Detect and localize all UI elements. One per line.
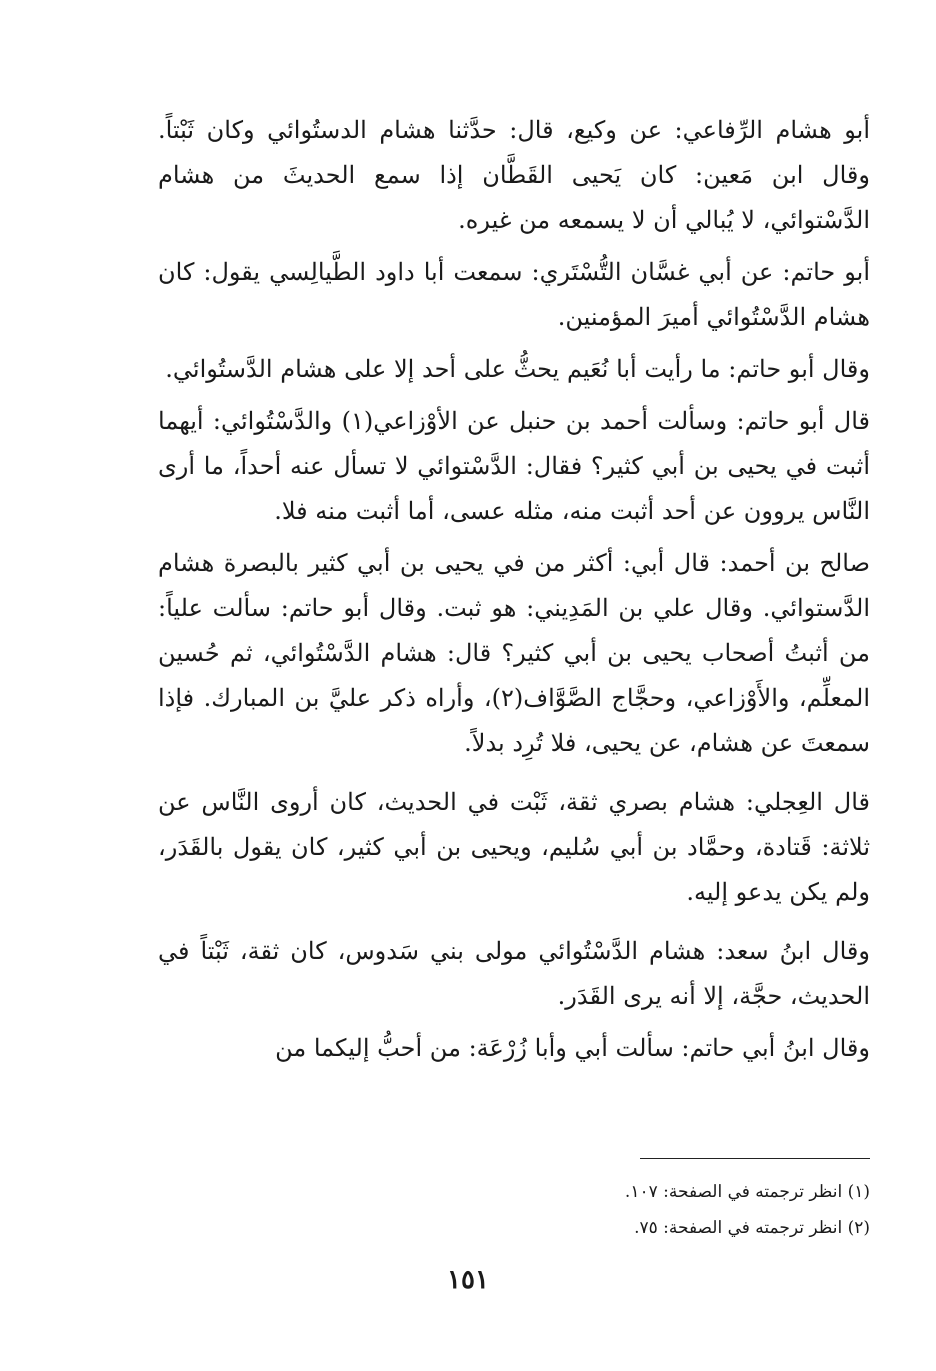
paragraph-ahmad-awzai: قال أبو حاتم: وسألت أحمد بن حنبل عن الأوْزاعي(١) والدَّسْتُوائي: أيهما أثبت في يحيى بن أبي كثير؟ فقال: الدَّسْتوائي لا تسأل عنه أحداً، ما أرى النَّاس يروون عن أحد أثبت منه، مثله عسى، أما أثبت منه فلا. [158, 407, 870, 525]
paragraph-ibn-abi-hatim: وقال ابنُ أبي حاتم: سألت أبي وأبا زُرْعَة: من أحبُّ إليكما من [275, 1034, 870, 1062]
footnote-1: (١) انظر ترجمته في الصفحة: ١٠٧. [624, 1182, 870, 1202]
paragraph-abu-nuaym: وقال أبو حاتم: ما رأيت أبا نُعَيم يحثُّ على أحد إلا على هشام الدَّستُوائي. [165, 355, 870, 383]
footnotes [350, 1174, 870, 1246]
paragraph-abu-hatim-tayalisi: أبو حاتم: عن أبي غسَّان التُّسْتَري: سمعت أبا داود الطَّيالِسي يقول: كان هشام الدَّسْتُوائي أميرَ المؤمنين. [158, 258, 870, 331]
paragraph-salih-ibn-ahmad: صالح بن أحمد: قال أبي: أكثر من في يحيى بن أبي كثير بالبصرة هشام الدَّستوائي. وقال علي بن المَدِيني: هو ثبت. وقال أبو حاتم: سألت علياً: من أثبتُ أصحاب يحيى بن أبي كثير؟ قال: هشام الدَّسْتُوائي، ثم حُسين المعلِّم، والأَوْزاعي، وحجَّاج الصَّوَّاف(٢)، وأراه ذكر عليَّ بن المبارك. فإذا سمعتَ عن هشام، عن يحيى، فلا تُرِد بدلاً. [158, 549, 870, 757]
paragraph-wakee-narration: أبو هشام الرِّفاعي: عن وكيع، قال: حدَّثنا هشام الدستُوائي وكان ثَبْتاً. وقال ابن مَعين: كان يَحيى القَطَّان إذا سمع الحديثَ من هشام الدَّسْتوائي، لا يُبالي أن لا يسمعه من غيره. [158, 116, 870, 234]
page-body [158, 108, 870, 1078]
footnote-divider [640, 1158, 870, 1159]
paragraph-ijli: قال العِجلي: هشام بصري ثقة، ثَبْت في الحديث، كان أروى النَّاس عن ثلاثة: قَتادة، وحمَّاد بن أبي سُليم، ويحيى بن أبي كثير، كان يقول بالقَدَر، ولم يكن يدعو إليه. [158, 788, 870, 906]
page-number: ١٥١ [447, 1265, 489, 1295]
paragraph-ibn-saad: وقال ابنُ سعد: هشام الدَّسْتُوائي مولى بني سَدوس، كان ثقة، ثَبْتاً في الحديث، حجَّة، إلا أنه يرى القَدَر. [158, 937, 870, 1010]
footnote-2: (٢) انظر ترجمته في الصفحة: ٧٥. [634, 1218, 870, 1238]
